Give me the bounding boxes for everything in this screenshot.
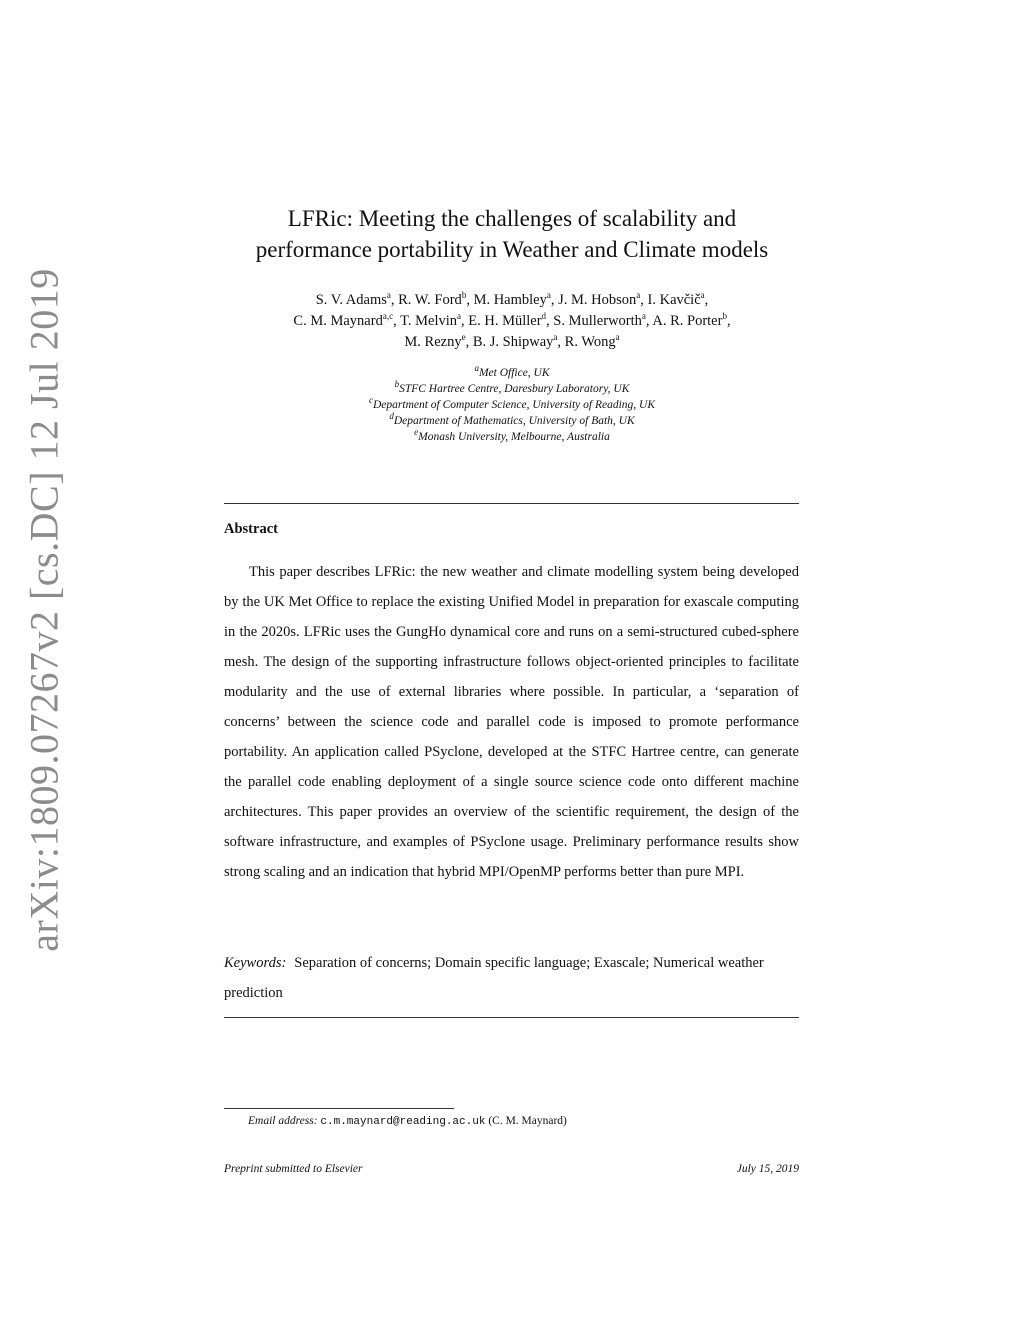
abstract-heading: Abstract [224, 521, 278, 537]
author: J. M. Hobson$^a$, [558, 290, 648, 308]
abstract-top-rule [224, 503, 799, 504]
paper-title-line-2: performance portability in Weather and Climate models [255, 237, 769, 262]
author-list [212, 290, 812, 353]
abstract-bottom-rule [224, 1017, 799, 1018]
author: S. Mullerworth$^a$, [553, 311, 653, 329]
affiliation: $^a$Met Office, UK [474, 363, 550, 379]
keywords [224, 948, 799, 1008]
keywords-label: Keywords: [224, 955, 287, 971]
email-label: Email address: [248, 1115, 318, 1127]
author: S. V. Adams$^a$, [315, 290, 399, 308]
footnote-rule [224, 1108, 454, 1109]
author: M. Hambley$^a$, [473, 290, 559, 308]
author: A. R. Porter$^b$, [652, 311, 731, 329]
preprint-note: Preprint submitted to Elsevier [224, 1163, 363, 1175]
affiliation: $^c$Department of Computer Science, University of Reading, UK [368, 395, 655, 411]
keywords-text: Separation of concerns; Domain specific language; Exascale; Numerical weather prediction [224, 955, 764, 1001]
affiliation: $^e$Monash University, Melbourne, Australia [414, 427, 610, 443]
email-owner: (C. M. Maynard) [488, 1115, 567, 1127]
paper-title [212, 203, 812, 265]
abstract-body: This paper describes LFRic: the new weather and climate modelling system being developed by the UK Met Office to replace the existing Unified Model in preparation for exascale computing in the 2020s. LFRic uses the GungHo dynamical core and runs on a semi-structured cubed-sphere mesh. The design of the supporting infrastructure follows object-oriented principles to facilitate modularity and the use of external libraries where possible. In particular, a ‘separation of concerns’ between the science code and parallel code is imposed to promote performance portability. An application called PSyclone, developed at the STFC Hartree centre, can generate the parallel code enabling deployment of a single source science code onto different machine architectures. This paper provides an overview of the scientific requirement, the design of the software infrastructure, and examples of PSyclone usage. Preliminary performance results show strong scaling and an indication that hybrid MPI/OpenMP performs better than pure MPI. [224, 564, 799, 880]
affiliation-list [212, 365, 812, 445]
preprint-date: July 15, 2019 [736, 1163, 799, 1175]
paper-title-line-1: LFRic: Meeting the challenges of scalability and [287, 206, 737, 231]
email-footnote [248, 1113, 567, 1130]
email-address-link[interactable]: c.m.maynard@reading.ac.uk [320, 1116, 486, 1128]
author: C. M. Maynard$^{a,c}$, [293, 311, 401, 329]
author: E. H. Müller$^d$, [468, 311, 554, 329]
author: B. J. Shipway$^a$, [472, 332, 565, 350]
author: M. Rezny$^e$, [404, 332, 473, 350]
affiliation: $^b$STFC Hartree Centre, Daresbury Laboratory, UK [394, 379, 630, 395]
affiliation: $^d$Department of Mathematics, University of Bath, UK [389, 411, 635, 427]
author: R. Wong$^a$ [564, 332, 620, 350]
arxiv-identifier-stamp: arXiv:1809.07267v2 [cs.DC] 12 Jul 2019 [21, 268, 67, 952]
author: R. W. Ford$^b$, [398, 290, 474, 308]
author: T. Melvin$^a$, [400, 311, 469, 329]
author: I. Kavčič$^a$, [647, 290, 709, 308]
